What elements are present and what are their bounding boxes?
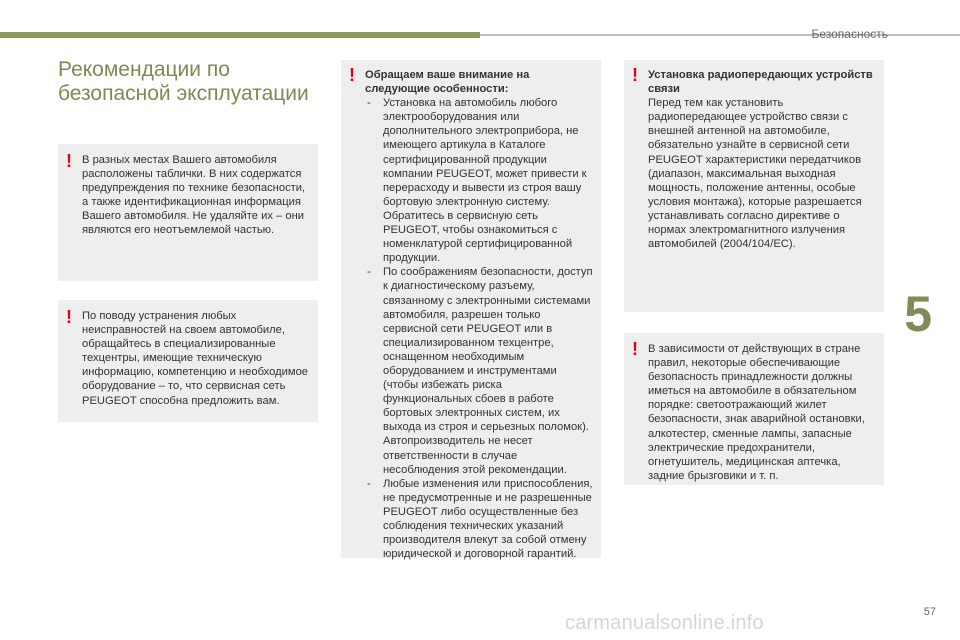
warning-box-features — [341, 60, 601, 561]
page-number: 57 — [923, 606, 936, 618]
exclamation-icon: ! — [632, 339, 638, 359]
exclamation-icon: ! — [66, 307, 72, 327]
page-title-line1: Рекомендации по — [58, 58, 230, 81]
warning-box-labels — [58, 144, 318, 281]
warning-box-repairs — [58, 300, 318, 422]
header-divider — [480, 34, 960, 36]
chapter-number: 5 — [904, 286, 932, 342]
page-title — [58, 58, 318, 106]
exclamation-icon: ! — [632, 65, 638, 85]
warning-list — [365, 96, 593, 561]
header-accent-bar — [0, 32, 480, 38]
warning-heading: Установка радиопередающих устройств связи — [648, 69, 873, 96]
warning-heading: Обращаем ваше внимание на следующие особенности: — [365, 69, 530, 96]
list-item: - Любые изменения или приспособления, не предусмотренные и не разрешенные PEUGEOT либо осуществленные без соблюдения технических указаний производителя влекут за собой отмену юридической и договорной гарантий. — [365, 477, 593, 562]
section-title: Безопасность — [811, 27, 888, 41]
warning-text: В разных местах Вашего автомобиля расположены таблички. В них содержатся предупреждения по технике безопасности, а также идентификационная информация Вашего автомобиля. Не удаляйте их – они являются его неотъемлемой частью. — [82, 154, 306, 237]
warning-box-accessories — [624, 333, 884, 485]
list-item: - По соображениям безопасности, доступ к диагностическому разъему, связанному с электронными системами автомобиля, разрешен только сервисной сети PEUGEOT или в специализированном техцентре, оснащенном необходимым оборудованием и инструментами (чтобы избежать риска функциональных сбоев в работе бортовых электронных систем, их выхода из строя и серьезных поломок). Автопроизводитель не несет ответственности в случае несоблюдения этой рекомендации. — [365, 265, 593, 476]
page-title-line2: безопасной эксплуатации — [58, 82, 309, 105]
warning-text: По поводу устранения любых неисправностей на своем автомобиле, обращайтесь в специализированные техцентры, имеющие техническую информацию, компетенцию и необходимое оборудование – то, что сервисная сеть PEUGEOT способна предложить вам. — [82, 310, 309, 407]
list-item: - Установка на автомобиль любого электрооборудования или дополнительного электроприбора, не имеющего артикула в Каталоге сертифицированной продукции компании PEUGEOT, может привести к перерасходу и вывести из строя вашу бортовую электронную систему. Обратитесь в сервисную сеть PEUGEOT, чтобы ознакомиться с номенклатурой сертифицированной продукции. — [365, 96, 593, 265]
warning-text: Перед тем как установить радиопередающее устройство связи с внешней антенной на автомобиле, обязательно узнайте в сервисной сети PEUGEOT характеристики передатчиков (диапазон, максимальная выходная мощность, положение антенны, особые условия монтажа), которые разрешается устанавливать согласно директиве о нормах электромагнитного излучения автомобилей (2004/104/EC). — [648, 97, 862, 251]
warning-text: В зависимости от действующих в стране правил, некоторые обеспечивающие безопасность принадлежности должны иметься на автомобиле в обязательном порядке: светоотражающий жилет безопасности, знак аварийной остановки, алкотестер, сменные лампы, запасные электрические предохранители, огнетушитель, медицинская аптечка, задние брызговики и т. п. — [648, 343, 865, 482]
exclamation-icon: ! — [66, 151, 72, 171]
watermark: carmanualsonline.info — [565, 612, 764, 634]
exclamation-icon: ! — [349, 65, 355, 85]
warning-box-radio — [624, 60, 884, 312]
